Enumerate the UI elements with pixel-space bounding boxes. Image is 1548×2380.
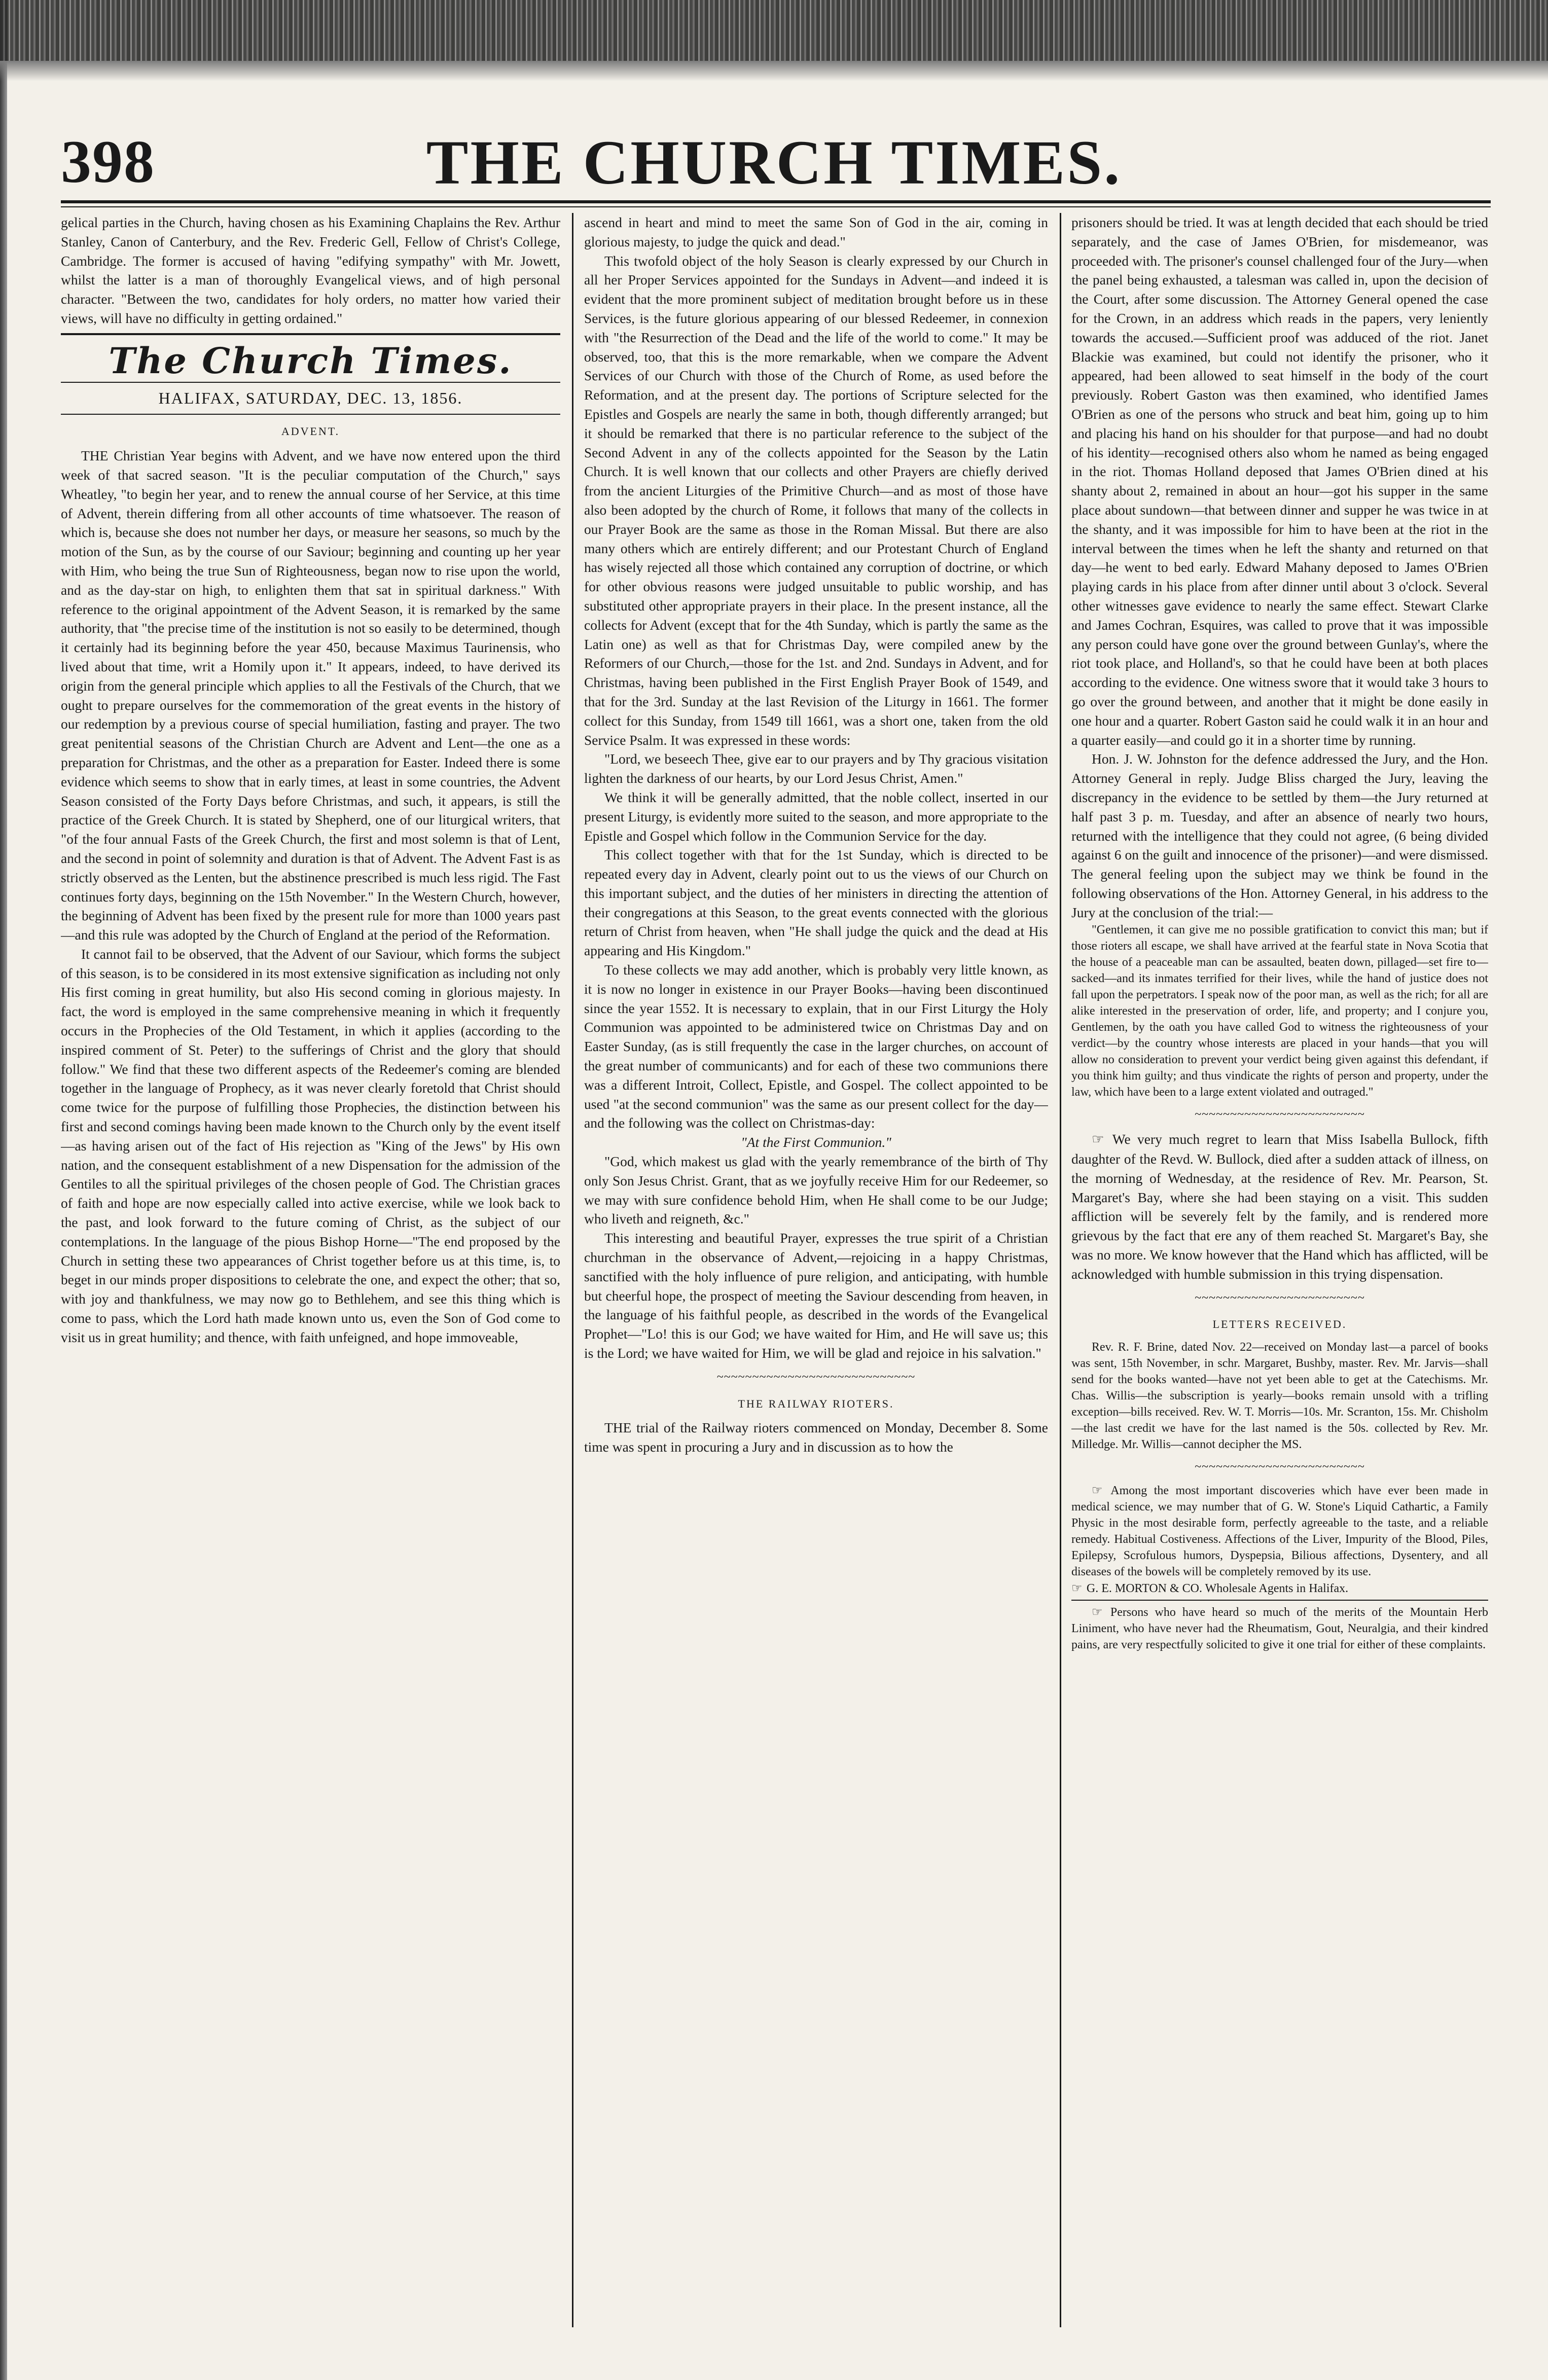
pointing-hand-icon: ☞ xyxy=(1092,1605,1110,1619)
obituary-text: We very much regret to learn that Miss Isabella Bullock, fifth daughter of the Revd. W. Bullock, died after a sudden attack of illness, on the morning of Wednesday, at the residence of Rev. Mr. Pearson, St. Margaret's Bay, where she had been staying on a visit. This sudden affliction will be severely felt by the family, and is rendered more grievous by the fact that ere any of them reached St. Margaret's Bay, she was no more. We know however that the Hand which has afflicted, will be acknowledged with humble submission in this trying dispensation. xyxy=(1071,1131,1488,1282)
wavy-divider: ~~~~~~~~~~~~~~~~~~~~~~~~ xyxy=(1195,1291,1365,1305)
quoted-prayer: "God, which makest us glad with the yearly remembrance of the birth of Thy only Son Jesus Christ. Grant, that as we joyfully receive Him for our Redeemer, so we may with sure confidence behold Him, when He shall come to be our Judge; who liveth and reigneth, &c." xyxy=(584,1153,1048,1227)
wavy-divider: ~~~~~~~~~~~~~~~~~~~~~~~~ xyxy=(1195,1460,1365,1474)
column-3 xyxy=(1071,213,1488,2342)
column-2 xyxy=(584,213,1048,2342)
masthead-rule-thin xyxy=(61,206,1491,207)
article-paragraph: This twofold object of the holy Season is clearly expressed by our Church in all her Proper Services appointed for the Sundays in Advent—and indeed it is evident that the more prominent subject of meditation brought before us in these Services, is the future glorious appearing of our blessed Redeemer, in connexion with "the Resurrection of the Dead and the life of the world to come." It may be observed, too, that this is the more remarkable, when we compare the Advent Services of our Church with those of the Church of Rome, as used before the Reformation, and at the present day. The portions of Scripture selected for the Epistles and Gospels are nearly the same in both, though differently arranged; but it should be remarked that there is no particular reference to the subject of the Second Advent in any of the collects appointed for the Season by the Latin Church. It is well known that our collects and other Prayers are chiefly derived from the ancient Liturgies of the Primitive Church—and as most of those have also been adopted by the church of Rome, it follows that many of the collects in our Prayer Book are the same as those in the Roman Missal. But there are also many others which are entirely different; and our Protestant Church of England has wisely rejected all those which contained any corruption of doctrine, or which for other obvious reasons were judged unsuitable to public worship, and has substituted other appropriate prayers in their place. In the present instance, all the collects for Advent (except that for the 4th Sunday, which is partly the same as the Latin one) as well as that for Christmas Day, were compiled anew by the Reformers of our Church,—those for the 1st. and 2nd. Sundays in Advent, and for Christmas, having been published in the First English Prayer Book of 1549, and that for the 3rd. Sunday at the last Revision of the Liturgy in 1661. The former collect for this Sunday, from 1549 till 1661, was a short one, taken from the old Service Psalm. It was expressed in these words: xyxy=(584,253,1048,748)
section-rule xyxy=(1071,1600,1488,1601)
column-1 xyxy=(61,213,560,2342)
section-rule xyxy=(61,414,560,415)
wavy-divider: ~~~~~~~~~~~~~~~~~~~~~~~~~~~~ xyxy=(716,1370,916,1384)
article-paragraph: prisoners should be tried. It was at length decided that each should be tried separately, and the case of James O'Brien, for misdemeanor, was proceeded with. The prisoner's counsel challenged four of the Jury—when the panel being exhausted, a talesman was called in, upon the decision of the Court, after some discussion. The Attorney General opened the case for the Crown, in an address which reads in the papers, very leniently towards the accused.—Sufficient proof was adduced of the riot. Janet Blackie was examined, but could not identify the prisoner, who it appeared, had been allowed to seat himself in the body of the court previously. Robert Gaston was then examined, who identified James O'Brien as one of the persons who struck and beat him, going up to him and placing his hand on his shoulder for that purpose—and had no doubt of his identity—recognised others also whom he named as being engaged in the riot. Thomas Holland deposed that James O'Brien dined at his shanty about 2, remained in about an hour—got his supper in the same place about sundown—that between dinner and supper he was twice in at the shanty, and it was impossible for him to have been at the riot in the interval between the times when he left the shanty and returned on that day—he went to bed early. Edward Mahany deposed to James O'Brien playing cards in his place from after dinner until about 3 o'clock. Several other witnesses gave evidence to nearly the same effect. Stewart Clarke and James Cochran, Esquires, was called to prove that it was impossible any person could have gone over the ground between Gunlay's, where the riot took place, and Holland's, so that he could have been at both places according to the evidence. One witness swore that it would take 3 hours to go over the ground between, and another that it might be done easily in one hour and a quarter. Robert Gaston said he could walk it in an hour and a quarter easily—and could go it in a shorter time by running. xyxy=(1071,214,1488,748)
masthead-rule xyxy=(61,200,1491,203)
quoted-prayer: "Lord, we beseech Thee, give ear to our prayers and by Thy gracious visitation lighten the darkness of our hearts, by our Lord Jesus Christ, Amen." xyxy=(584,751,1048,786)
scan-top-fade xyxy=(0,61,1548,81)
article-paragraph: This collect together with that for the 1st Sunday, which is directed to be repeated every day in Advent, clearly point out to us the views of our Church on this important subject, and the duties of her ministers in directing the attention of their congregations at this Season, to the great events connected with the glorious return of Christ from heaven, when "He shall judge the quick and the dead at His appearing and His Kingdom." xyxy=(584,847,1048,959)
nameplate: The Church Times. xyxy=(109,339,513,382)
column-divider-1 xyxy=(572,213,573,2327)
advertisement xyxy=(1071,1482,1488,1580)
wavy-divider: ~~~~~~~~~~~~~~~~~~~~~~~~ xyxy=(1195,1108,1365,1122)
pointing-hand-icon: ☞ xyxy=(1071,1581,1087,1596)
page-number: 398 xyxy=(61,128,155,195)
section-rule xyxy=(61,333,560,335)
letters-heading: LETTERS RECEIVED. xyxy=(1212,1318,1347,1331)
article-paragraph: It cannot fail to be observed, that the Advent of our Saviour, which forms the subject of this season, is to be considered in its most extensive signification as including not only His first coming in great humility, but also His second coming in glorious majesty. In fact, the word is employed in the same comprehensive meaning in which it frequently occurs in the Prophecies of the Old Testament, in which it applies (according to the inspired comment of St. Peter) to the sufferings of Christ and the glory that should follow." We find that these two different aspects of the Redeemer's coming are blended together in the language of Prophecy, as it was never clearly foretold that Christ should come twice for the purpose of fulfilling those Prophecies, the distinction between his first and second comings having been made known to the Church only by the event itself—as having arisen out of the fact of His rejection as "King of the Jews" by His own nation, and the consequent establishment of a new Dispensation for the admission of the Gentiles to all the spiritual privileges of the chosen people of God. The Christian graces of faith and hope are now especially called into active exercise, while we look back to the past, and look forward to the future coming of Christ, as the subject of our contemplations. In the language of the pious Bishop Horne—"The end proposed by the Church in setting these two appearances of Christ together before us at this time, is, to beget in our minds proper dispositions to celebrate the one, and expect the other; that so, with joy and thankfulness, we may now go to Bethlehem, and see this thing which is come to pass, which the Lord hath made known unto us, even the Son of God come to visit us in great humility; and thence, with faith unfeigned, and hope immoveable, xyxy=(61,946,560,1345)
scan-top-band xyxy=(0,0,1548,61)
obituary-notice xyxy=(1071,1130,1488,1283)
article-paragraph: ascend in heart and mind to meet the same Son of God in the air, coming in glorious majesty, to judge the quick and dead." xyxy=(584,214,1048,249)
dateline: HALIFAX, SATURDAY, DEC. 13, 1856. xyxy=(158,388,463,407)
pointing-hand-icon: ☞ xyxy=(1092,1131,1112,1148)
section-rule xyxy=(61,382,560,383)
article-paragraph: To these collects we may add another, which is probably very little known, as it is now no longer in existence in our Prayer Books—having been discontinued since the year 1552. It is necessary to explain, that in our First Liturgy the Holy Communion was appointed to be administered twice on Christmas Day and on Easter Sunday, (as is still frequently the case in the larger churches, on account of the great number of communicants) and for each of these two communions there was a different Introit, Collect, Epistle, and Gospel. The collect appointed to be used "at the second communion" was the same as our present collect for the day—and the following was the collect on Christmas-day: xyxy=(584,962,1048,1131)
advertisement-text: Among the most important discoveries which have ever been made in medical science, we may number that of G. W. Stone's Liquid Cathartic, a Family Physic in the most desirable form, perfectly agreeable to the taste, and a reliable remedy. Habitual Costiveness. Affections of the Liver, Impurity of the Blood, Piles, Epilepsy, Scrofulous humors, Dyspepsia, Bilious affections, Dysentery, and all diseases of the bowels will be completely removed by its use. xyxy=(1071,1484,1488,1579)
article-paragraph: This interesting and beautiful Prayer, expresses the true spirit of a Christian churchman in the observance of Advent,—rejoicing in a happy Christmas, sanctified with the holy influence of pure religion, and anticipating, with humble but cheerful hope, the prospect of meeting the Saviour descending from heaven, in the language of his faithful people, as described in the words of the Evangelical Prophet—"Lo! this is our God; we have waited for Him, and He will save us; this is the Lord; we have waited for Him, we will be glad and rejoice in his salvation." xyxy=(584,1230,1048,1361)
advertisement xyxy=(1071,1604,1488,1653)
article-paragraph: Hon. J. W. Johnston for the defence addressed the Jury, and the Hon. Attorney General in reply. Judge Bliss charged the Jury, leaving the discrepancy in the evidence to be settled by them—the Jury returned at half past 3 p. m. Tuesday, and after an absence of nearly two hours, returned with the intelligence that they could not agree, (6 being divided against 6 on the guilt and innocence of the prisoner)—and were dismissed. The general feeling upon the subject may we think be found in the following observations of the Hon. Attorney General, in his address to the Jury at the conclusion of the trial:— xyxy=(1071,751,1488,920)
article-paragraph: THE Christian Year begins with Advent, and we have now entered upon the third week of that sacred season. "It is the peculiar computation of the Church," says Wheatley, "to begin her year, and to renew the annual course of her Service, at this time of Advent, therein differing from all other accounts of time whatsoever. The reason of which is, because she does not number her days, or measure her seasons, so much by the motion of the Sun, as by the course of our Saviour; beginning and counting up her year with Him, who being the true Sun of Righteousness, began now to rise upon the world, and as the day-star on high, to enlighten them that sat in spiritual darkness." With reference to the original appointment of the Advent Season, it is remarked by the same authority, that "the precise time of the institution is not so easily to be determined, though it certainly had its beginning before the year 450, because Maximus Taurinensis, who lived about that time, writ a Homily upon it." It appears, indeed, to have derived its origin from the general principle which applies to all the Festivals of the Church, that we ought to prepare ourselves for the commemoration of the great events in the history of our redemption by a previous course of special humiliation, fasting and prayer. The two great penitential seasons of the Christian Church are Advent and Lent—the one as a preparation for Christmas, and the other as a preparation for Easter. Indeed there is some evidence which seems to show that in early times, at least in some countries, the Advent Season consisted of the Forty Days before Christmas, and such, it appears, is still the practice of the Greek Church. It is stated by Shepherd, one of our liturgical writers, that "of the four annual Fasts of the Greek Church, the first and most solemn is that of Lent, and the second in point of solemnity and duration is that of Advent. The Advent Fast is as strictly observed as the Lenten, but the abstinence prescribed is much less rigid. The Fast continues forty days, beginning on the 15th November." In the Western Church, however, the beginning of Advent has been fixed by the present rule for more than 1000 years past—and this rule was adopted by the Church of England at the period of the Reformation. xyxy=(61,448,560,943)
article-paragraph: THE trial of the Railway rioters commenced on Monday, December 8. Some time was spent in procuring a Jury and in discussion as to how the xyxy=(584,1420,1048,1455)
advertisement-agents xyxy=(1071,1580,1488,1597)
pointing-hand-icon: ☞ xyxy=(1092,1483,1111,1498)
article-heading: ADVENT. xyxy=(281,425,340,438)
column-divider-2 xyxy=(1060,213,1061,2327)
letters-received: Rev. R. F. Brine, dated Nov. 22—received on Monday last—a parcel of books was sent, 15th November, in schr. Margaret, Bushby, master. Rev. Mr. Jarvis—shall send for the books wanted—have not yet been able to get at the Catechisms. Mr. Chas. Willis—the subscription is yearly—books remain unsold with a trifling exception—bills received. Rev. W. T. Morris—10s. Mr. Scranton, 15s. Mr. Chisholm—the last credit we have for the last named is the 50s. collected by Rev. Mr. Milledge. Mr. Willis—cannot decipher the MS. xyxy=(1071,1341,1488,1452)
advertisement-text: Persons who have heard so much of the merits of the Mountain Herb Liniment, who have never had the Rheumatism, Gout, Neuralgia, and their kindred pains, are very respectfully solicited to give it one trial for either of these complaints. xyxy=(1071,1606,1488,1652)
article-paragraph: We think it will be generally admitted, that the noble collect, inserted in our present Liturgy, is evidently more suited to the season, and more appropriate to the Epistle and Gospel which follow in the Communion Service for the day. xyxy=(584,789,1048,844)
article-heading: THE RAILWAY RIOTERS. xyxy=(738,1397,894,1410)
quoted-address: "Gentlemen, it can give me no possible gratification to convict this man; but if those rioters all escape, we shall have arrived at the fearful state in Nova Scotia that the house of a peaceable man can be assaulted, beaten down, pillaged—set fire to—sacked—and its inmates terrified for their lives, while the hand of justice does not fall upon the perpetrators. I speak now of the poor man, as well as the rich; for all are alike interested in the preservation of order, life, and property; and I conjure you, Gentlemen, by the oath you have called God to witness the righteousness of your verdict—by the country whose interests are placed in your hands—that you will allow no consideration to prevent your verdict being given against this defendant, if you think him guilty; and thus vindicate the rights of person and property, under the law, which have been to a large extent violated and outraged." xyxy=(1071,923,1488,1099)
article-paragraph: gelical parties in the Church, having chosen as his Examining Chaplains the Rev. Arthur Stanley, Canon of Canterbury, and the Rev. Frederic Gell, Fellow of Christ's College, Cambridge. The former is accused of having "edifying sympathy" with Mr. Jowett, whilst the latter is a man of thoroughly Evangelical views, and of high personal character. "Between the two, candidates for holy orders, no matter how varied their views, will have no difficulty in getting ordained." xyxy=(61,214,560,326)
quote-title: "At the First Communion." xyxy=(741,1134,891,1150)
agents-text: G. E. MORTON & CO. Wholesale Agents in Halifax. xyxy=(1086,1582,1349,1596)
scan-left-edge xyxy=(0,0,7,2380)
masthead: THE CHURCH TIMES. xyxy=(426,128,1122,197)
